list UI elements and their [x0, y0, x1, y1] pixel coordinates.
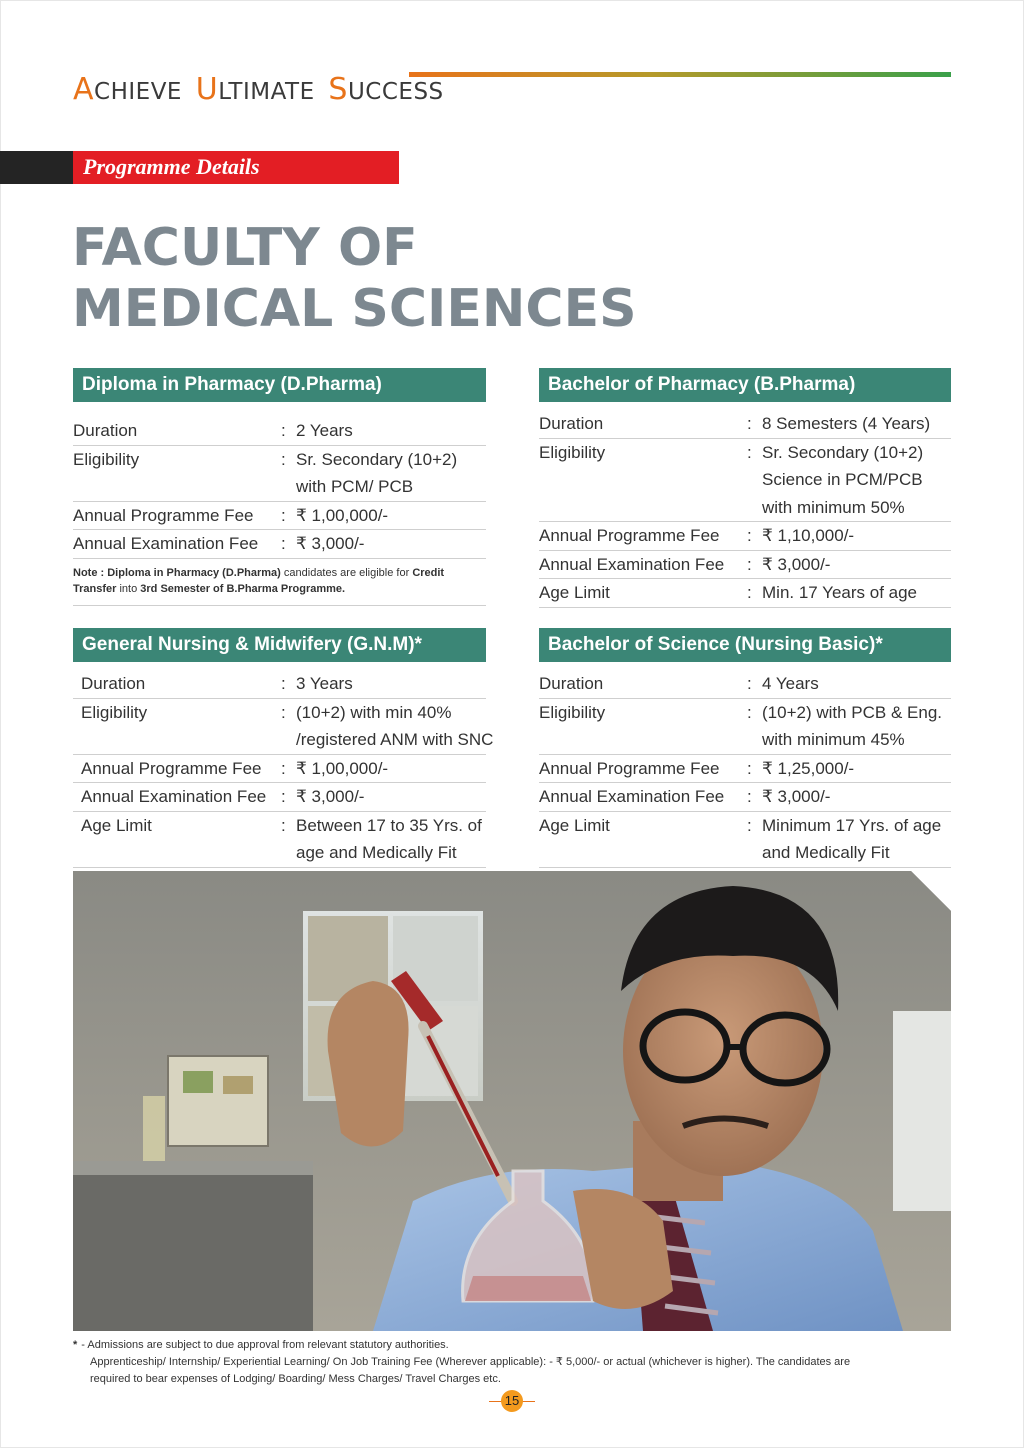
detail-row-duration: Duration : 8 Semesters (4 Years): [539, 410, 951, 439]
detail-row-programme-fee: Annual Programme Fee : ₹ 1,00,000/-: [73, 755, 486, 784]
brand-word-1: ACHIEVE: [73, 72, 182, 107]
section-label: Programme Details: [83, 154, 260, 179]
detail-row-examination-fee: Annual Examination Fee : ₹ 3,000/-: [539, 551, 951, 580]
programme-title: Diploma in Pharmacy (D.Pharma): [73, 368, 486, 402]
programme-details: [539, 410, 951, 608]
detail-row-duration: Duration : 3 Years: [73, 670, 486, 699]
lab-scene-illustration: [73, 871, 951, 1331]
detail-row-eligibility: Eligibility : (10+2) with PCB & Eng. with minimum 45%: [539, 699, 951, 755]
page-number: [489, 1390, 535, 1414]
programme-bsc-nursing: [539, 628, 951, 868]
detail-row-eligibility: Eligibility : Sr. Secondary (10+2) Science in PCM/PCB with minimum 50%: [539, 439, 951, 523]
programme-dpharma: [73, 368, 486, 606]
detail-row-duration: Duration : 2 Years: [73, 417, 486, 446]
page-number-label: 15: [501, 1390, 523, 1412]
detail-row-age-limit: Age Limit : Minimum 17 Yrs. of age and Medically Fit: [539, 812, 951, 868]
programme-title: General Nursing & Midwifery (G.N.M)*: [73, 628, 486, 662]
brand-tagline: [73, 72, 450, 107]
detail-row-age-limit: Age Limit : Between 17 to 35 Yrs. of age and Medically Fit: [73, 812, 486, 868]
footnote: [73, 1337, 953, 1388]
programme-title: Bachelor of Science (Nursing Basic)*: [539, 628, 951, 662]
programme-details: [539, 670, 951, 868]
detail-row-programme-fee: Annual Programme Fee : ₹ 1,00,000/-: [73, 502, 486, 531]
lab-student-photo: [73, 871, 951, 1331]
detail-row-duration: Duration : 4 Years: [539, 670, 951, 699]
detail-row-programme-fee: Annual Programme Fee : ₹ 1,10,000/-: [539, 522, 951, 551]
programme-details: [73, 670, 494, 868]
page-title-line-1: FACULTY OF: [72, 218, 418, 278]
header-gradient-line: [409, 72, 951, 77]
detail-row-eligibility: Eligibility : (10+2) with min 40% /registered ANM with SNC: [73, 699, 486, 755]
programme-details: [73, 417, 486, 606]
brand-word-2: ULTIMATE: [195, 72, 315, 107]
detail-row-examination-fee: Annual Examination Fee : ₹ 3,000/-: [73, 783, 486, 812]
brand-word-3: SUCCESS: [328, 72, 444, 107]
section-label-accent: [0, 151, 73, 184]
footnote-line-3: required to bear expenses of Lodging/ Boarding/ Mess Charges/ Travel Charges etc.: [90, 1373, 501, 1385]
detail-row-age-limit: Age Limit : Min. 17 Years of age: [539, 579, 951, 608]
detail-row-examination-fee: Annual Examination Fee : ₹ 3,000/-: [539, 783, 951, 812]
footnote-line-2: Apprenticeship/ Internship/ Experiential Learning/ On Job Training Fee (Wherever applicable): - ₹ 5,000/- or actual (whichever is higher). The candidates are: [90, 1356, 851, 1368]
credit-transfer-note: Note : Diploma in Pharmacy (D.Pharma) candidates are eligible for Credit Transfer into 3rd Semester of B.Pharma Programme.: [73, 559, 486, 606]
programme-title: Bachelor of Pharmacy (B.Pharma): [539, 368, 951, 402]
footnote-line-1: * - Admissions are subject to due approval from relevant statutory authorities.: [73, 1339, 449, 1351]
page-title: [72, 218, 772, 340]
detail-row-eligibility: Eligibility : Sr. Secondary (10+2) with PCM/ PCB: [73, 446, 486, 502]
programme-bpharma: [539, 368, 951, 608]
programme-gnm: [73, 628, 494, 868]
detail-row-examination-fee: Annual Examination Fee : ₹ 3,000/-: [73, 530, 486, 559]
page-title-line-2: MEDICAL SCIENCES: [72, 279, 637, 339]
detail-row-programme-fee: Annual Programme Fee : ₹ 1,25,000/-: [539, 755, 951, 784]
